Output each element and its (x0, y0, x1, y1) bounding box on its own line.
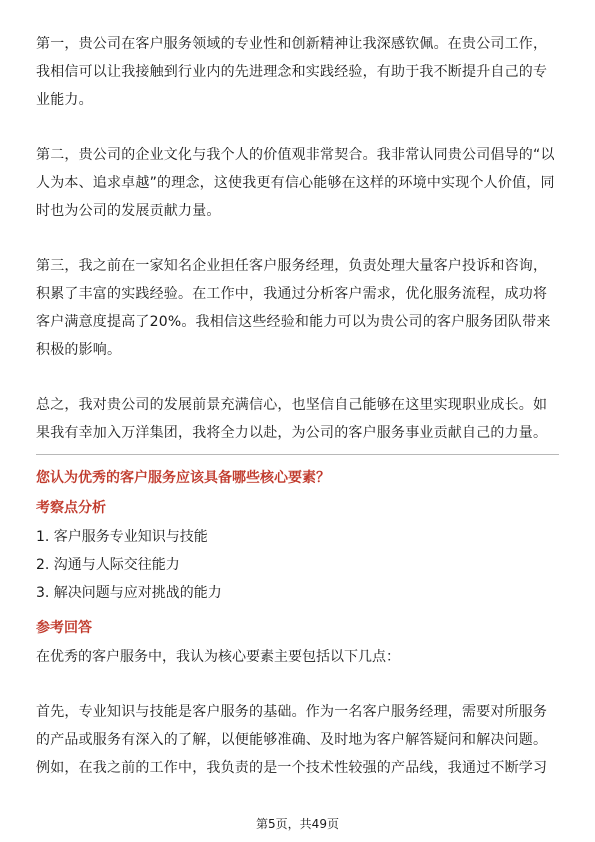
paragraph-third-reason: 第三，我之前在一家知名企业担任客户服务经理，负责处理大量客户投诉和咨询，积累了丰富的实践经验。在工作中，我通过分析客户需求，优化服务流程，成功将客户满意度提高了20%。我相信这些经验和能力可以为贵公司的客户服务团队带来积极的影响。 (36, 258, 551, 358)
answer-body: 首先，专业知识与技能是客户服务的基础。作为一名客户服务经理，需要对所服务的产品或服务有深入的了解，以便能够准确、及时地为客户解答疑问和解决问题。例如，在我之前的工作中，我负责的是一个技术性较强的产品线，我通过不断学习 (36, 704, 548, 776)
section-divider (36, 454, 559, 455)
paragraph-second-reason: 第二，贵公司的企业文化与我个人的价值观非常契合。我非常认同贵公司倡导的“以人为本、追求卓越”的理念，这使我更有信心能够在这样的环境中实现个人价值，同时也为公司的发展贡献力量。 (36, 147, 555, 219)
answer-intro: 在优秀的客户服务中，我认为核心要素主要包括以下几点： (36, 649, 400, 665)
interview-question: 您认为优秀的客户服务应该具备哪些核心要素？ (36, 470, 330, 486)
page-number: 第5页，共49页 (256, 817, 339, 831)
list-item: 3. 解决问题与应对挑战的能力 (36, 585, 222, 601)
analysis-heading: 考察点分析 (36, 500, 106, 516)
answer-heading: 参考回答 (36, 620, 92, 636)
paragraph-first-reason: 第一，贵公司在客户服务领域的专业性和创新精神让我深感钦佩。在贵公司工作，我相信可以让我接触到行业内的先进理念和实践经验，有助于我不断提升自己的专业能力。 (36, 36, 548, 108)
list-item: 2. 沟通与人际交往能力 (36, 557, 180, 573)
analysis-list (36, 523, 559, 607)
page-content (36, 30, 559, 809)
list-item: 1. 客户服务专业知识与技能 (36, 529, 208, 545)
paragraph-conclusion: 总之，我对贵公司的发展前景充满信心，也坚信自己能够在这里实现职业成长。如果我有幸加入万洋集团，我将全力以赴，为公司的客户服务事业贡献自己的力量。 (36, 397, 548, 441)
